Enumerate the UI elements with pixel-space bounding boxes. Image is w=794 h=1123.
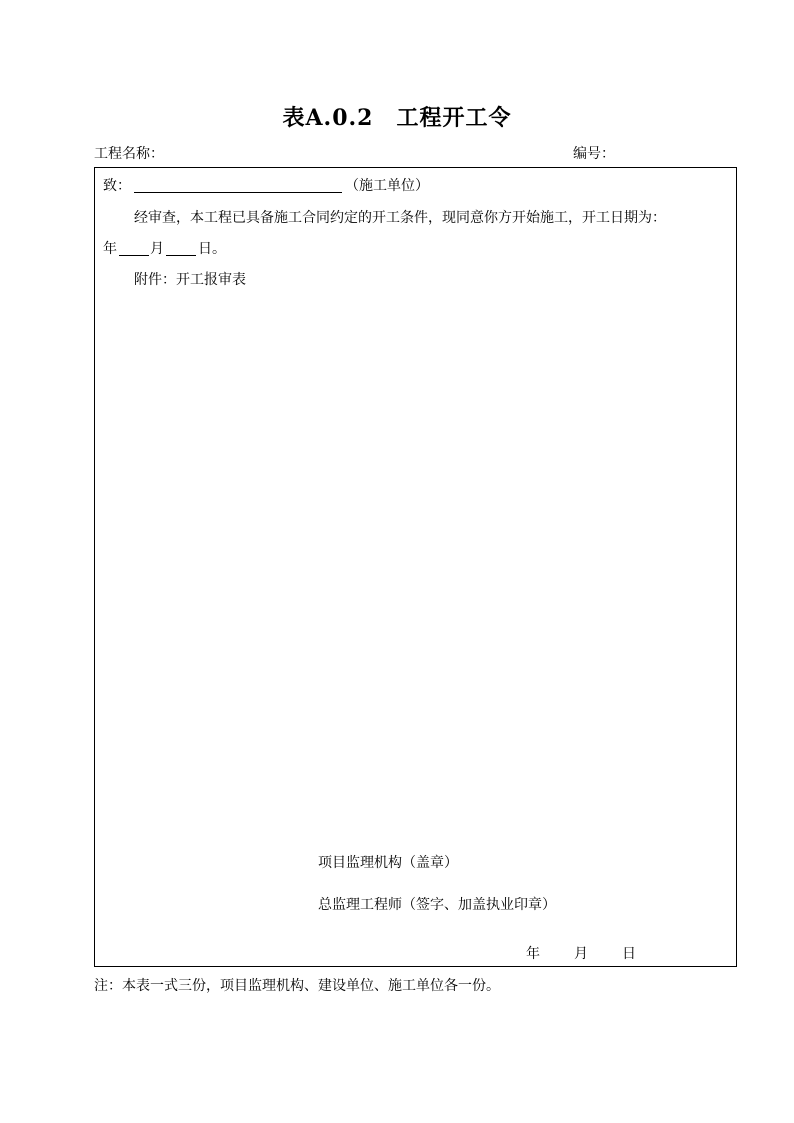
serial-number-label: 编号： <box>573 146 615 162</box>
date-month-label: 月 <box>150 241 164 257</box>
to-suffix: （施工单位） <box>345 178 429 194</box>
main-text: 经审查，本工程已具备施工合同约定的开工条件，现同意你方开始施工，开工日期为： <box>134 210 666 226</box>
attachment-label: 附件：开工报审表 <box>134 272 246 288</box>
footnote: 注：本表一式三份，项目监理机构、建设单位、施工单位各一份。 <box>94 978 500 994</box>
sign-day-label: 日 <box>622 946 636 962</box>
date-day-label: 日。 <box>198 241 226 257</box>
sign-month-label: 月 <box>574 946 588 962</box>
date-month-field[interactable] <box>119 241 149 256</box>
to-recipient-field[interactable] <box>134 178 342 193</box>
sign-year-label: 年 <box>526 946 540 962</box>
project-name-label: 工程名称： <box>94 146 164 162</box>
date-day-field[interactable] <box>166 241 196 256</box>
chief-engineer-label: 总监理工程师（签字、加盖执业印章） <box>318 897 556 913</box>
supervision-org-label: 项目监理机构（盖章） <box>318 855 458 871</box>
page-title: 表A.0.2 工程开工令 <box>282 105 512 131</box>
to-label: 致： <box>103 178 131 194</box>
date-year-label: 年 <box>103 241 117 257</box>
